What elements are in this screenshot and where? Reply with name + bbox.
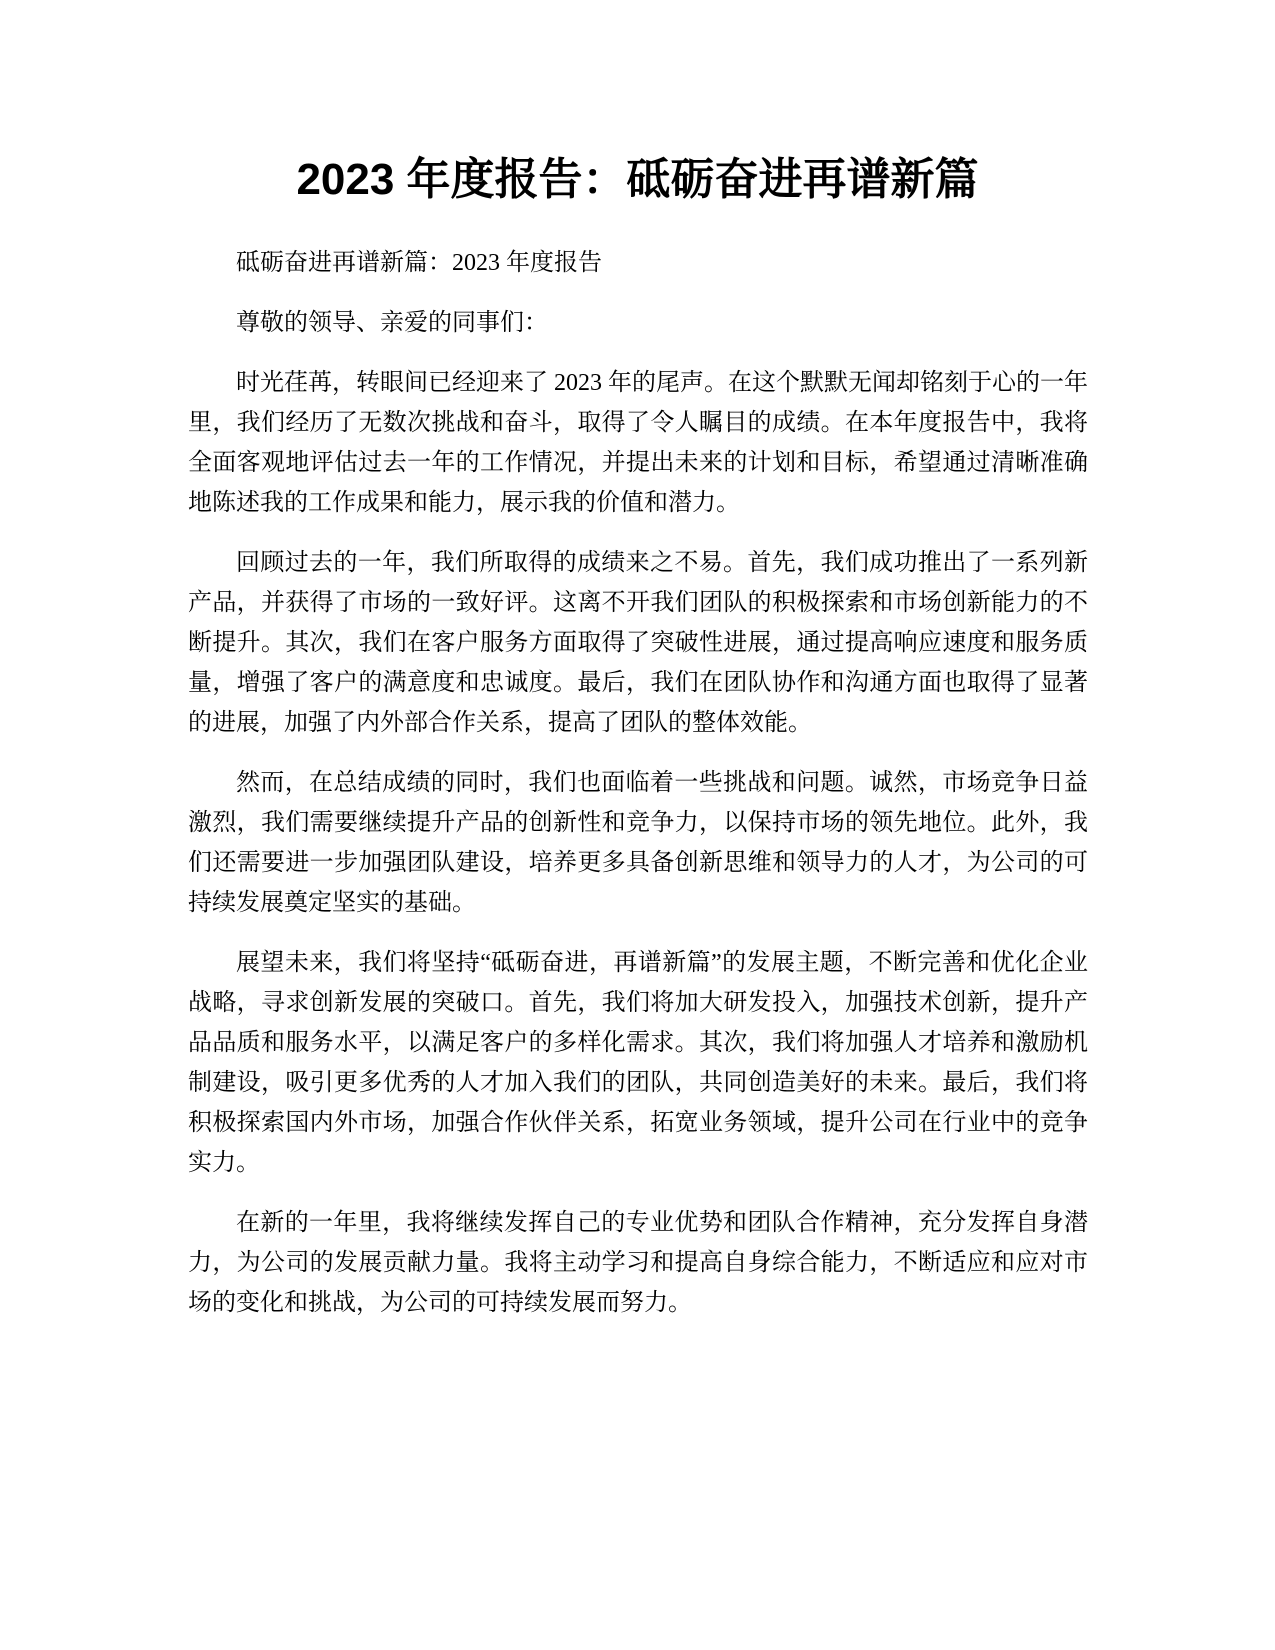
body-paragraph: 在新的一年里，我将继续发挥自己的专业优势和团队合作精神，充分发挥自身潜力，为公司的发展贡献力量。我将主动学习和提高自身综合能力，不断适应和应对市场的变化和挑战，为公司的可持续发展而努力。 xyxy=(188,1210,1088,1316)
subtitle-paragraph: 砥砺奋进再谱新篇：2023 年度报告 xyxy=(236,250,602,276)
body-paragraph: 展望未来，我们将坚持“砥砺奋进，再谱新篇”的发展主题，不断完善和优化企业战略，寻求创新发展的突破口。首先，我们将加大研发投入，加强技术创新，提升产品品质和服务水平，以满足客户的多样化需求。其次，我们将加强人才培养和激励机制建设，吸引更多优秀的人才加入我们的团队，共同创造美好的未来。最后，我们将积极探索国内外市场，加强合作伙伴关系，拓宽业务领域，提升公司在行业中的竞争实力。 xyxy=(188,950,1088,1176)
body-paragraph: 时光荏苒，转眼间已经迎来了 2023 年的尾声。在这个默默无闻却铭刻于心的一年里，我们经历了无数次挑战和奋斗，取得了令人瞩目的成绩。在本年度报告中，我将全面客观地评估过去一年的工作情况，并提出未来的计划和目标，希望通过清晰准确地陈述我的工作成果和能力，展示我的价值和潜力。 xyxy=(188,370,1088,516)
body-paragraph: 然而，在总结成绩的同时，我们也面临着一些挑战和问题。诚然，市场竞争日益激烈，我们需要继续提升产品的创新性和竞争力，以保持市场的领先地位。此外，我们还需要进一步加强团队建设，培养更多具备创新思维和领导力的人才，为公司的可持续发展奠定坚实的基础。 xyxy=(188,770,1088,916)
salutation-paragraph: 尊敬的领导、亲爱的同事们： xyxy=(236,310,548,336)
document-body xyxy=(188,243,1088,1343)
document-title: 2023 年度报告：砥砺奋进再谱新篇 xyxy=(296,155,979,204)
body-paragraph: 回顾过去的一年，我们所取得的成绩来之不易。首先，我们成功推出了一系列新产品，并获得了市场的一致好评。这离不开我们团队的积极探索和市场创新能力的不断提升。其次，我们在客户服务方面取得了突破性进展，通过提高响应速度和服务质量，增强了客户的满意度和忠诚度。最后，我们在团队协作和沟通方面也取得了显著的进展，加强了内外部合作关系，提高了团队的整体效能。 xyxy=(188,550,1088,736)
